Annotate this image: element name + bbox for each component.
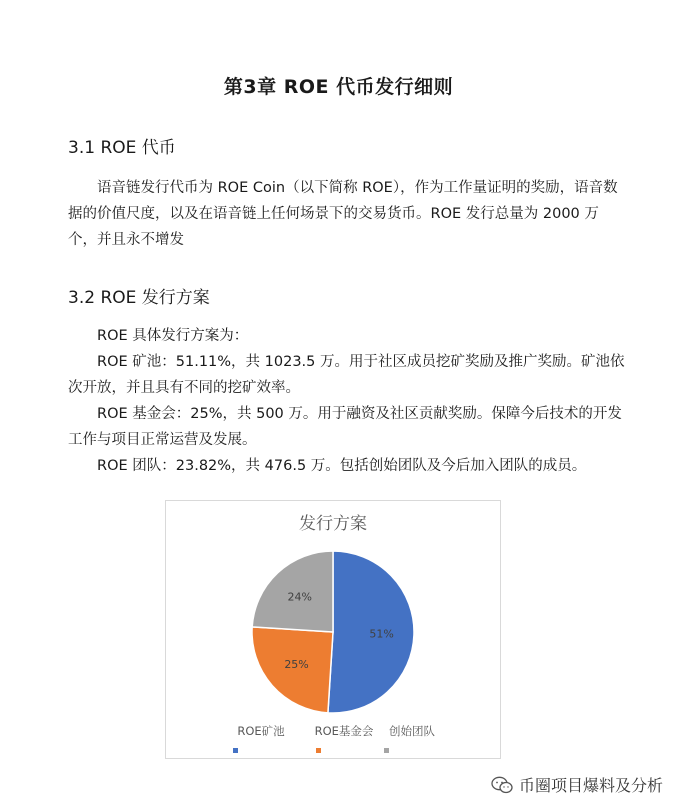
slice-label-3: 24% — [287, 590, 312, 604]
watermark-text: 币圈项目爆料及分析 — [518, 776, 663, 795]
issuance-intro: ROE 具体发行方案为： — [97, 328, 249, 344]
pie-chart — [166, 501, 500, 758]
legend-label-2: ROE基金会 — [314, 724, 374, 738]
pie-chart-frame — [165, 500, 501, 759]
slice-label-2: 25% — [284, 658, 309, 672]
legend-swatch-3 — [384, 748, 389, 753]
token-paragraph: 语音链发行代币为 ROE Coin（以下简称 ROE），作为工作量证明的奖励，语音数据的价值尺度，以及在语音链上任何场景下的交易货币。ROE 发行总量为 2000 万个，并且永不增发 — [68, 180, 618, 248]
legend-label-3: 创始团队 — [389, 724, 435, 738]
issuance-item-pool: ROE 矿池：51.11%，共 1023.5 万。用于社区成员挖矿奖励及推广奖励。矿池依次开放，并且具有不同的挖矿效率。 — [68, 354, 625, 396]
watermark — [491, 773, 663, 796]
legend-label-1: ROE矿池 — [237, 724, 285, 738]
legend-swatch-1 — [233, 748, 238, 753]
wechat-icon — [491, 776, 513, 794]
issuance-item-foundation: ROE 基金会：25%，共 500 万。用于融资及社区贡献奖励。保障今后技术的开发工作与项目正常运营及发展。 — [68, 406, 622, 448]
section-title-token: 3.1 ROE 代币 — [68, 138, 176, 158]
chart-title: 发行方案 — [299, 514, 367, 534]
chapter-title: 第3章 ROE 代币发行细则 — [223, 76, 454, 98]
legend-swatch-2 — [316, 748, 321, 753]
slice-label-1: 51% — [369, 627, 394, 641]
issuance-item-team: ROE 团队：23.82%，共 476.5 万。包括创始团队及今后加入团队的成员。 — [97, 458, 587, 474]
section-title-issuance: 3.2 ROE 发行方案 — [68, 288, 210, 308]
